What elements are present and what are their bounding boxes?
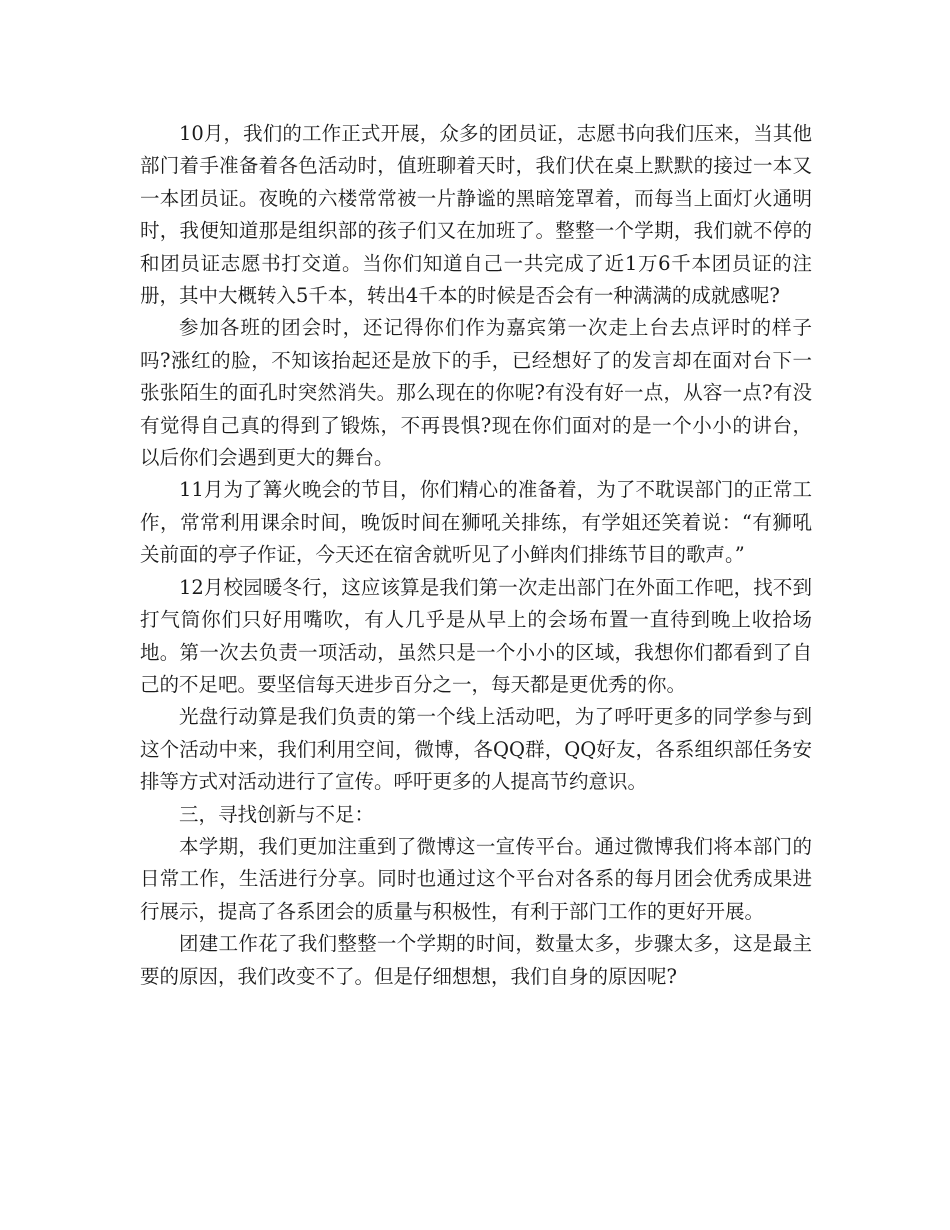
section-heading-innovation: 三，寻找创新与不足： (179, 802, 375, 826)
document-body (140, 118, 812, 993)
paragraph-weibo: 本学期，我们更加注重到了微博这一宣传平台。通过微博我们将本部门的日常工作，生活进行分享。同时也通过这个平台对各系的每月团会优秀成果进行展示，提高了各系团会的质量与积极性，有利于部门工作的更好开展。 (140, 834, 812, 923)
paragraph-league-building: 团建工作花了我们整整一个学期的时间，数量太多，步骤太多，这是最主要的原因，我们改变不了。但是仔细想想，我们自身的原因呢? (140, 932, 812, 988)
paragraph-december-winter: 12月校园暖冬行，这应该算是我们第一次走出部门在外面工作吧，找不到打气筒你们只好用嘴吹，有人几乎是从早上的会场布置一直待到晚上收拾场地。第一次去负责一项活动，虽然只是一个小小的区域，我想你们都看到了自己的不足吧。要坚信每天进步百分之一，每天都是更优秀的你。 (140, 575, 812, 696)
paragraph-october-work: 10月，我们的工作正式开展，众多的团员证，志愿书向我们压来，当其他部门着手准备着各色活动时，值班聊着天时，我们伏在桌上默默的接过一本又一本团员证。夜晚的六楼常常被一片静谧的黑暗笼罩着，而每当上面灯火通明时，我便知道那是组织部的孩子们又在加班了。整整一个学期，我们就不停的和团员证志愿书打交道。当你们知道自己一共完成了近1万6千本团员证的注册，其中大概转入5千本，转出4千本的时候是否会有一种满满的成就感呢? (140, 122, 812, 308)
paragraph-clean-plate: 光盘行动算是我们负责的第一个线上活动吧，为了呼吁更多的同学参与到这个活动中来，我们利用空间，微博，各QQ群，QQ好友，各系组织部任务安排等方式对活动进行了宣传。呼吁更多的人提高节约意识。 (140, 705, 812, 794)
paragraph-class-meeting: 参加各班的团会时，还记得你们作为嘉宾第一次走上台去点评时的样子吗?涨红的脸，不知该抬起还是放下的手，已经想好了的发言却在面对台下一张张陌生的面孔时突然消失。那么现在的你呢?有没有好一点，从容一点?有没有觉得自己真的得到了锻炼，不再畏惧?现在你们面对的是一个小小的讲台，以后你们会遇到更大的舞台。 (140, 316, 812, 470)
paragraph-november-bonfire: 11月为了篝火晚会的节目，你们精心的准备着，为了不耽误部门的正常工作，常常利用课余时间，晚饭时间在狮吼关排练，有学姐还笑着说：“有狮吼关前面的亭子作证，今天还在宿舍就听见了小鲜肉们排练节目的歌声。” (140, 478, 812, 567)
